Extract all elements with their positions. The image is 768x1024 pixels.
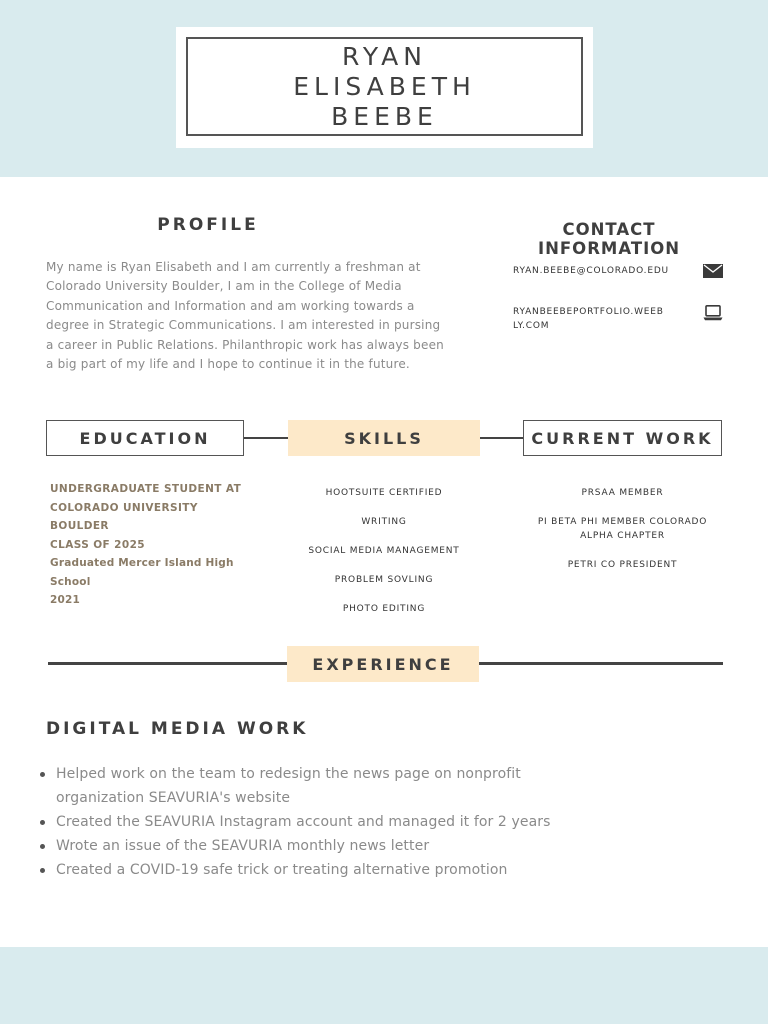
skills-title: SKILLS — [288, 420, 480, 456]
divider-line — [479, 662, 723, 665]
footer-band — [0, 947, 768, 1024]
contact-email[interactable] — [513, 264, 723, 278]
experience-bullet: Created the SEAVURIA Instagram account and managed it for 2 years — [38, 810, 598, 834]
resume-name: RYAN ELISABETH BEEBE — [293, 41, 476, 131]
experience-bullet: Created a COVID-19 safe trick or treating alternative promotion — [38, 858, 598, 882]
education-title: EDUCATION — [46, 420, 244, 456]
experience-bullet: Wrote an issue of the SEAVURIA monthly news letter — [38, 834, 598, 858]
skills-list — [288, 486, 480, 631]
work-item: PETRI CO PRESIDENT — [567, 560, 678, 570]
name-card — [176, 27, 593, 148]
current-work-list — [523, 486, 722, 587]
contact-website-text: RYANBEEBEPORTFOLIO.WEEBLY.COM — [513, 307, 664, 331]
work-item: PI BETA PHI MEMBER COLORADO ALPHA CHAPTER — [537, 517, 708, 541]
education-line: Graduated Mercer Island High School — [50, 557, 234, 588]
digital-media-work-title: DIGITAL MEDIA WORK — [46, 719, 309, 739]
skill-item: WRITING — [361, 517, 407, 527]
education-line: CLASS OF 2025 — [50, 538, 146, 551]
laptop-icon — [703, 305, 723, 321]
experience-bullets — [38, 762, 598, 882]
skill-item: PHOTO EDITING — [342, 604, 426, 614]
skill-item: HOOTSUITE CERTIFIED — [325, 488, 443, 498]
education-line: COLORADO UNIVERSITY BOULDER — [50, 501, 198, 532]
profile-title: PROFILE — [157, 215, 259, 235]
profile-text: My name is Ryan Elisabeth and I am currently a freshman at Colorado University Boulder, I am in the College of Media Communication and Information and am working towards a degree in Strategic Communications. I am interested in pursing a career in Public Relations. Philanthropic work has always been a big part of my life and I hope to continue it in the future. — [46, 260, 444, 372]
experience-bullet: Helped work on the team to redesign the news page on nonprofit organization SEAVURIA's website — [38, 762, 598, 810]
contact-title: CONTACT INFORMATION — [537, 220, 681, 258]
work-item: PRSAA MEMBER — [581, 488, 664, 498]
skill-item: PROBLEM SOVLING — [334, 575, 434, 585]
experience-title: EXPERIENCE — [287, 646, 479, 682]
contact-website[interactable] — [513, 305, 723, 333]
divider-line — [48, 662, 288, 665]
education-line: 2021 — [50, 594, 81, 606]
contact-email-text: RYAN.BEEBE@COLORADO.EDU — [513, 266, 669, 276]
divider-line — [480, 437, 523, 439]
current-work-title: CURRENT WORK — [523, 420, 722, 456]
envelope-icon — [703, 264, 723, 278]
skill-item: SOCIAL MEDIA MANAGEMENT — [308, 546, 460, 556]
divider-line — [244, 437, 288, 439]
name-frame — [186, 37, 583, 136]
education-list — [50, 480, 260, 610]
education-line: UNDERGRADUATE STUDENT AT — [50, 483, 242, 495]
